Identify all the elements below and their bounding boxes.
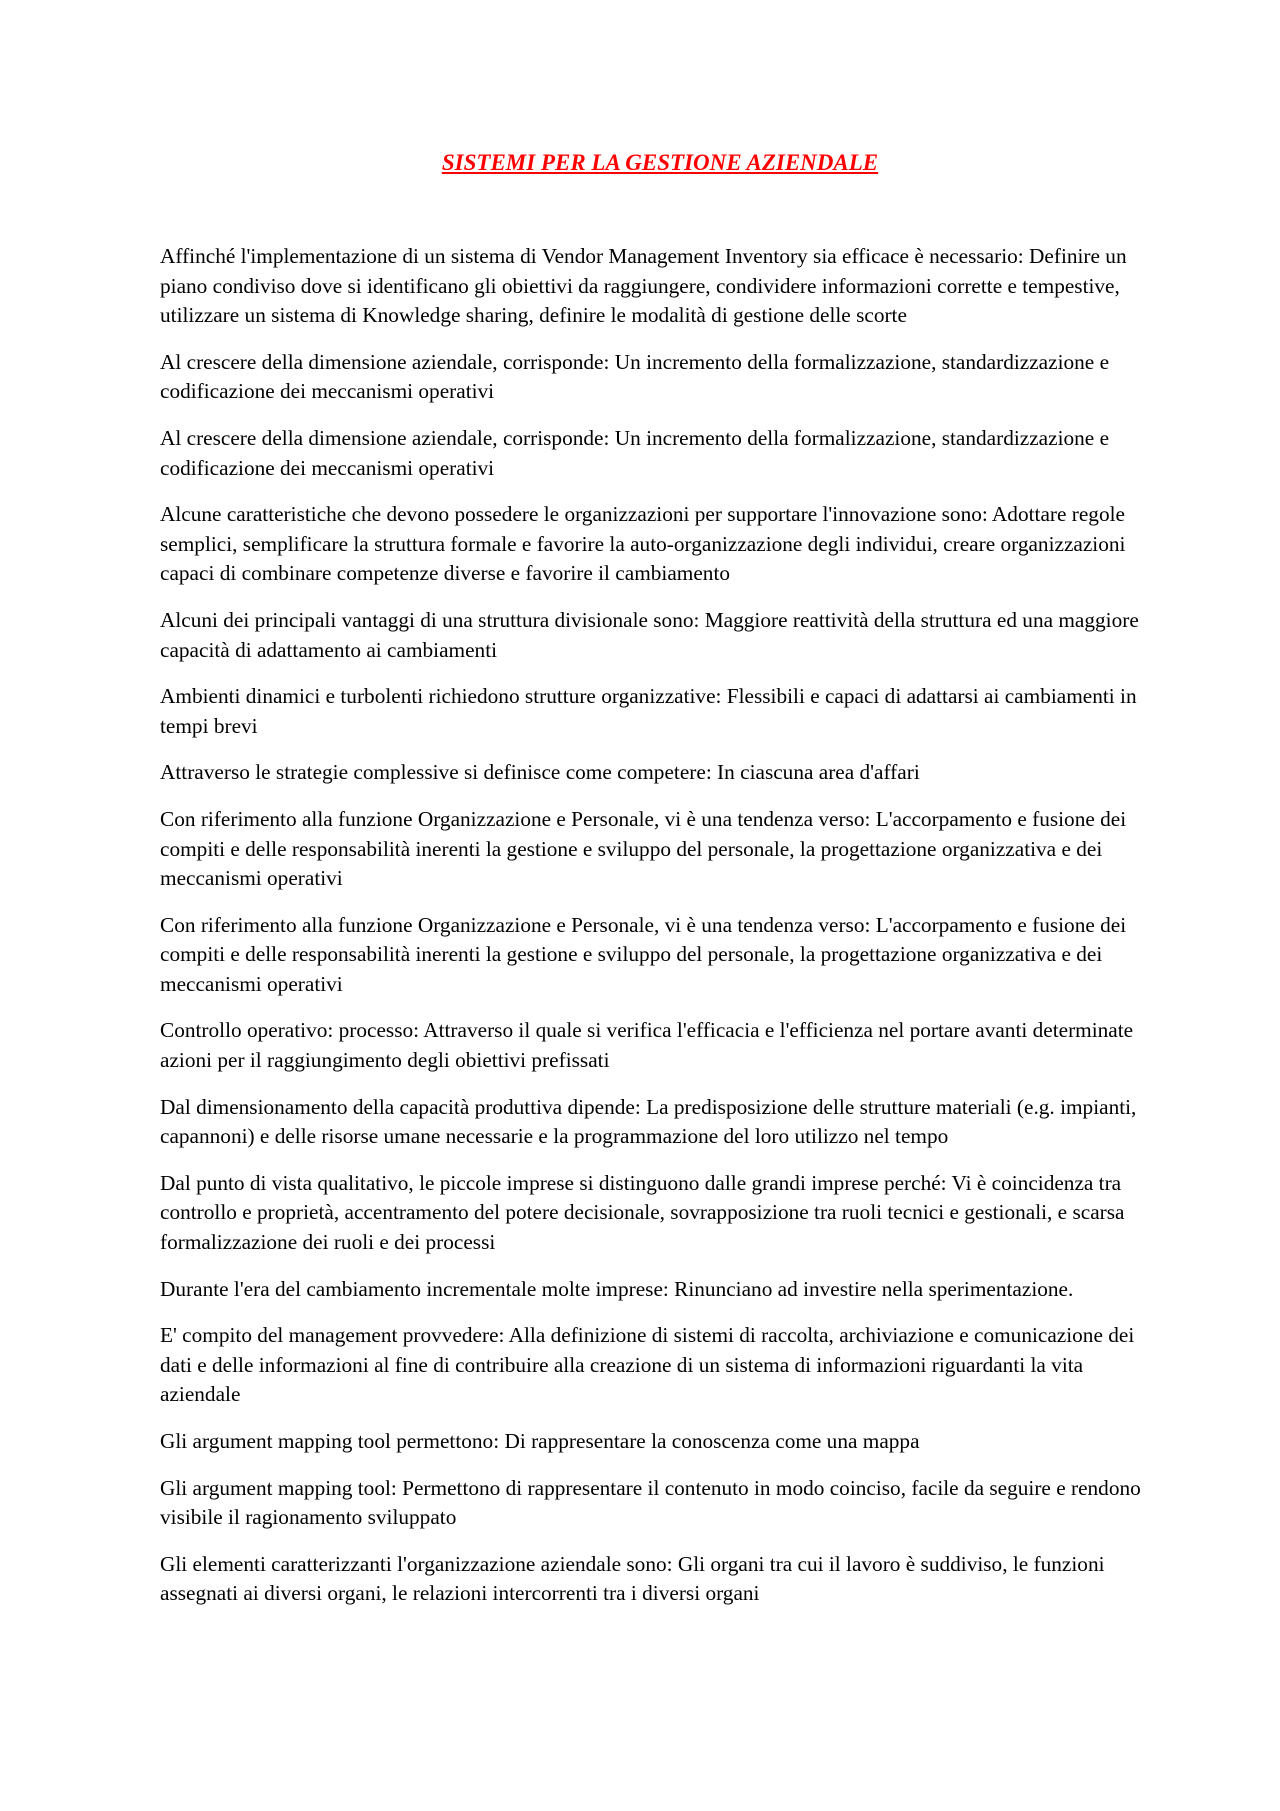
paragraph: Gli elementi caratterizzanti l'organizzazione aziendale sono: Gli organi tra cui il lavoro è suddiviso, le funzioni assegnati ai diversi organi, le relazioni intercorrenti tra i diversi organi <box>160 1551 1105 1606</box>
paragraph: Dal punto di vista qualitativo, le piccole imprese si distinguono dalle grandi imprese perché: Vi è coincidenza tra controllo e proprietà, accentramento del potere decisionale, sovrapposizione tra ruoli tecnici e gestionali, e scarsa formalizzazione dei ruoli e dei processi <box>160 1170 1125 1255</box>
paragraph: Controllo operativo: processo: Attraverso il quale si verifica l'efficacia e l'efficienza nel portare avanti determinate azioni per il raggiungimento degli obiettivi prefissati <box>160 1018 1134 1073</box>
paragraph: Alcune caratteristiche che devono possedere le organizzazioni per supportare l'innovazione sono: Adottare regole semplici, semplificare la struttura formale e favorire la auto-organizzazione degli individui, creare organizzazioni capaci di combinare competenze diverse e favorire il cambiamento <box>160 502 1126 586</box>
paragraph: Affinché l'implementazione di un sistema di Vendor Management Inventory sia efficace è necessario: Definire un piano condiviso dove si identificano gli obiettivi da raggiungere, condividere informazioni corrette e tempestive, utilizzare un sistema di Knowledge sharing, definire le modalità di gestione delle scorte <box>160 244 1127 328</box>
paragraph: Alcuni dei principali vantaggi di una struttura divisionale sono: Maggiore reattività della struttura ed una maggiore capacità di adattamento ai cambiamenti <box>160 607 1139 662</box>
paragraph: Ambienti dinamici e turbolenti richiedono strutture organizzative: Flessibili e capaci di adattarsi ai cambiamenti in tempi brevi <box>160 684 1137 738</box>
paragraph: Con riferimento alla funzione Organizzazione e Personale, vi è una tendenza verso: L'accorpamento e fusione dei compiti e delle responsabilità inerenti la gestione e sviluppo del personale, la progettazione organizzativa e dei meccanismi operativi <box>160 912 1127 996</box>
paragraph: Dal dimensionamento della capacità produttiva dipende: La predisposizione delle strutture materiali (e.g. impianti, capannoni) e delle risorse umane necessarie e la programmazione del loro utilizzo nel tempo <box>160 1094 1137 1149</box>
paragraph: Al crescere della dimensione aziendale, corrisponde: Un incremento della formalizzazione, standardizzazione e codificazione dei meccanismi operativi <box>160 425 1110 480</box>
paragraph: Durante l'era del cambiamento incrementale molte imprese: Rinunciano ad investire nella sperimentazione. <box>160 1276 1074 1301</box>
paragraph: Attraverso le strategie complessive si definisce come competere: In ciascuna area d'affari <box>160 760 920 785</box>
paragraph: Al crescere della dimensione aziendale, corrisponde: Un incremento della formalizzazione, standardizzazione e codificazione dei meccanismi operativi <box>160 349 1110 404</box>
document-title: SISTEMI PER LA GESTIONE AZIENDALE <box>441 150 879 175</box>
document-body <box>160 242 1160 1626</box>
paragraph: Con riferimento alla funzione Organizzazione e Personale, vi è una tendenza verso: L'accorpamento e fusione dei compiti e delle responsabilità inerenti la gestione e sviluppo del personale, la progettazione organizzativa e dei meccanismi operativi <box>160 806 1127 891</box>
paragraph: Gli argument mapping tool: Permettono di rappresentare il contenuto in modo coinciso, facile da seguire e rendono visibile il ragionamento sviluppato <box>160 1475 1141 1530</box>
paragraph: Gli argument mapping tool permettono: Di rappresentare la conoscenza come una mappa <box>160 1429 920 1453</box>
paragraph: E' compito del management provvedere: Alla definizione di sistemi di raccolta, archiviazione e comunicazione dei dati e delle informazioni al fine di contribuire alla creazione di un sistema di informazioni riguardanti la vita aziendale <box>160 1323 1135 1407</box>
